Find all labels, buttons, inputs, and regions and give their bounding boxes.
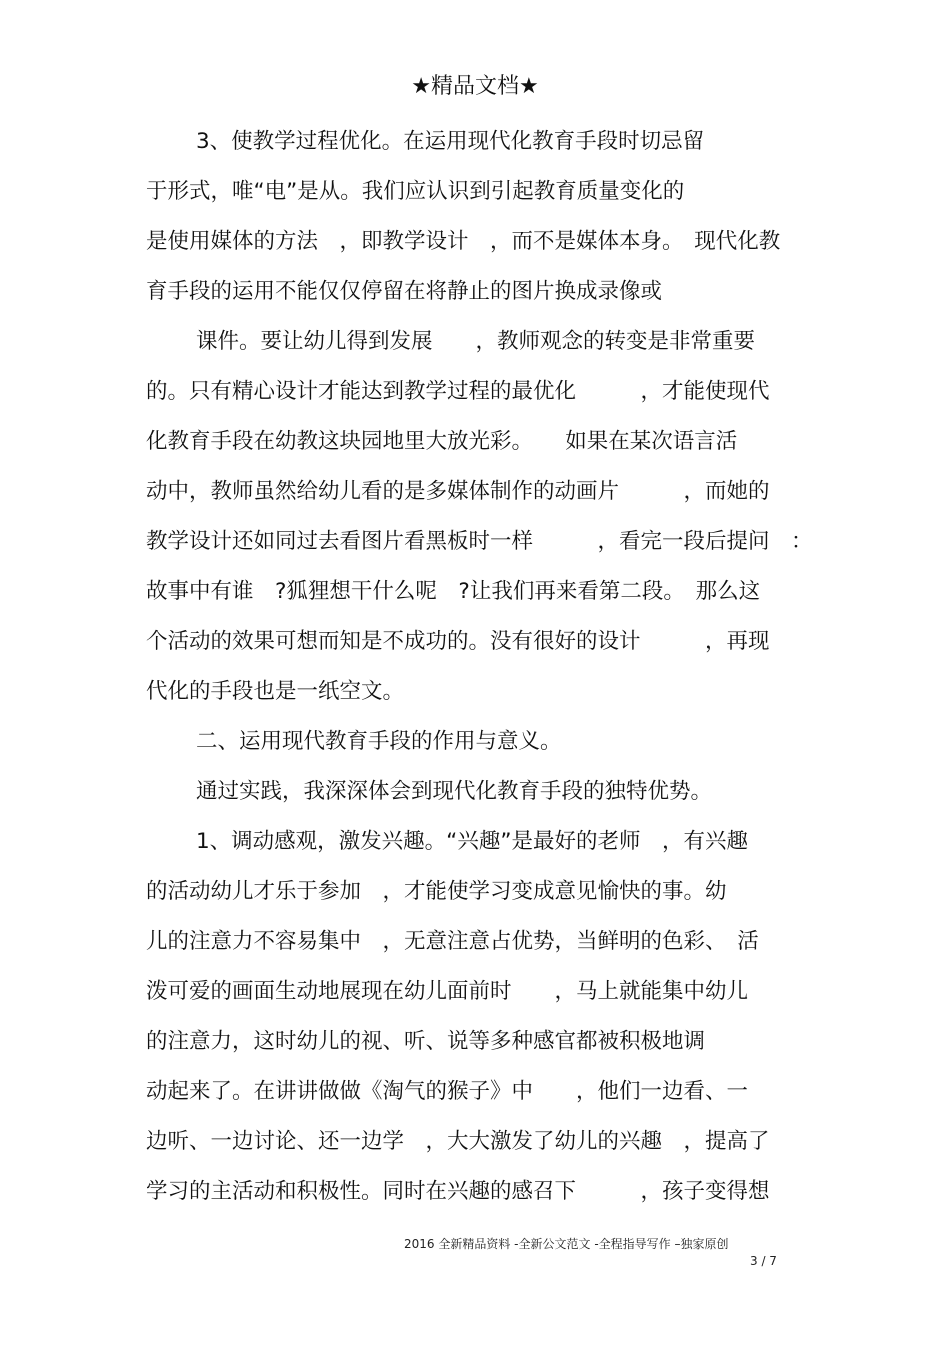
- body-line: 泼可爱的画面生动地展现在幼儿面前时 ，马上就能集中幼儿: [146, 979, 749, 1004]
- body-line: 动中，教师虽然给幼儿看的是多媒体制作的动画片 ，而她的: [146, 479, 770, 504]
- body-line: 动起来了。在讲讲做做《淘气的猴子》中 ，他们一边看、一: [146, 1079, 749, 1104]
- body-line: 育手段的运用不能仅仅停留在将静止的图片换成录像或: [146, 279, 663, 304]
- body-line: 代化的手段也是一纸空文。: [146, 679, 405, 704]
- body-line: 化教育手段在幼教这块园地里大放光彩。 如果在某次语言活: [146, 429, 738, 454]
- body-line: 边听、一边讨论、还一边学 ，大大激发了幼儿的兴趣 ，提高了: [146, 1129, 770, 1154]
- body-line: 的注意力，这时幼儿的视、听、说等多种感官都被积极地调: [146, 1029, 706, 1054]
- body-line: 是使用媒体的方法 ，即教学设计 ，而不是媒体本身。 现代化教: [146, 229, 781, 254]
- body-line: 学习的主活动和积极性。同时在兴趣的感召下 ，孩子变得想: [146, 1179, 770, 1204]
- body-line: 故事中有谁 ?狐狸想干什么呢 ?让我们再来看第二段。 那么这: [146, 579, 761, 604]
- page-header: ★精品文档★: [411, 74, 539, 99]
- footer-text: 2016 全新精品资料 -全新公文范文 -全程指导写作 –独家原创: [404, 1237, 729, 1251]
- body-line: 课件。要让幼儿得到发展 ，教师观念的转变是非常重要: [196, 329, 756, 354]
- body-line: 教学设计还如同过去看图片看黑板时一样 ，看完一段后提问 ：: [146, 529, 813, 554]
- body-line: 1、调动感观，激发兴趣。“兴趣”是最好的老师 ，有兴趣: [196, 829, 748, 854]
- section-heading: 二、运用现代教育手段的作用与意义。: [196, 729, 562, 754]
- body-line: 个活动的效果可想而知是不成功的。没有很好的设计 ，再现: [146, 629, 770, 654]
- body-line: 儿的注意力不容易集中 ，无意注意占优势，当鲜明的色彩、 活: [146, 929, 759, 954]
- body-line: 的活动幼儿才乐于参加 ，才能使学习变成意见愉快的事。幼: [146, 879, 727, 904]
- body-line: 于形式，唯“电”是从。我们应认识到引起教育质量变化的: [146, 179, 685, 204]
- body-line: 通过实践，我深深体会到现代化教育手段的独特优势。: [196, 779, 713, 804]
- body-line: 3、使教学过程优化。在运用现代化教育手段时切忌留: [196, 129, 705, 154]
- page-number: 3 / 7: [750, 1254, 777, 1268]
- body-line: 的。只有精心设计才能达到教学过程的最优化 ，才能使现代: [146, 379, 770, 404]
